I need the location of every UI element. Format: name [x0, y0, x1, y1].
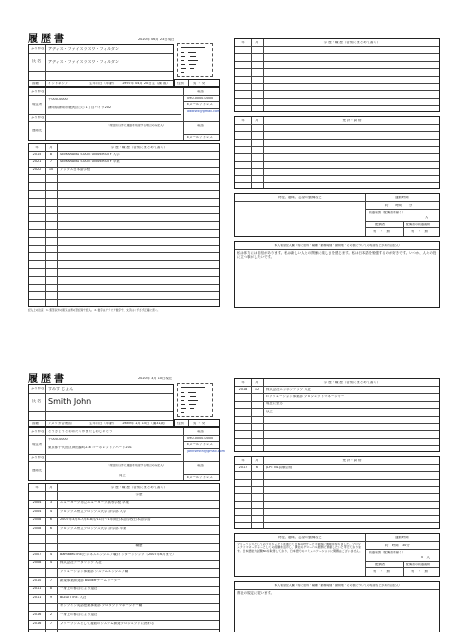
nationality-value: インドネシア — [48, 82, 69, 85]
birth-label: 生年月日（年齢） — [89, 422, 117, 425]
table-row — [29, 570, 219, 577]
commute-label: 通勤時間 — [395, 196, 409, 199]
table-row — [29, 561, 219, 568]
row-year: 2016 — [32, 612, 42, 616]
row-year: 2016 — [32, 621, 42, 625]
row-month: 4 — [49, 509, 53, 513]
spouse-support-value: 有 ・ 無 — [411, 570, 428, 573]
row-month: 7 — [49, 578, 53, 582]
row-desc: ニューヨーク市立ニューヨーク高等学校 卒業 — [60, 501, 129, 505]
birth-value: 1989年 1月 15日（満31歳） — [122, 422, 168, 425]
sex-value: 男 ・ 女 — [193, 82, 206, 85]
postal-code: 〒000-0000 — [48, 98, 68, 101]
table-row — [29, 493, 219, 500]
birth-label: 生年月日（年齢） — [89, 82, 117, 85]
commute-label: 通勤時間 — [395, 536, 409, 539]
photo-placeholder — [177, 383, 213, 417]
birth-value: 1997年 04月 20日生（満 歳） — [122, 82, 170, 85]
table-row — [235, 402, 439, 407]
row-desc: ブロンクス州立ブロンクス大学 評学部 卒業 — [60, 526, 127, 530]
personal-info-box — [28, 384, 174, 427]
row-month: 3 — [49, 501, 53, 505]
wishes-text: 私は体力には自信があります。私は新しい人との関係に楽しさを感じます。私は日本語を勉強するのが好きです。いつか、人々の役に立つ事がしたいです。 — [237, 251, 437, 260]
license-header-year: 年 — [241, 459, 245, 462]
table-row — [29, 518, 219, 525]
table-row — [29, 510, 219, 517]
row-desc: 現在に至る — [266, 402, 283, 406]
row-month: 6 — [49, 518, 53, 522]
row-desc: 新規事業開発部 Builderチームリーダー — [60, 578, 121, 582]
row-month: 8 — [49, 152, 53, 156]
license-header-month: 月 — [255, 459, 259, 462]
dependents-value: 0 人 — [421, 556, 430, 559]
furigana-label: ふりがな — [31, 387, 45, 390]
row-year: 2004 — [32, 509, 42, 513]
table-row — [235, 395, 439, 400]
tel-value: 090-0000-0000 — [187, 97, 214, 100]
history-table-continued — [234, 378, 440, 452]
table-row — [29, 553, 219, 560]
postal-code: 〒000-0000 — [48, 438, 68, 441]
dependents-value: 人 — [425, 216, 429, 219]
row-year: 2018 — [238, 387, 248, 391]
row-desc: ITソリューション事業部 プロジェクトマネージャー — [266, 394, 345, 398]
sex-box — [174, 419, 220, 427]
furigana-label: ふりがな — [31, 47, 45, 50]
address-box — [28, 87, 220, 141]
row-desc: Bamateu Inc(ビジネスエンジニア職)インターンシップ（2007年6月まで） — [60, 552, 176, 556]
address-label: 現住所 — [32, 443, 43, 446]
history-header-month: 月 — [49, 486, 53, 489]
row-desc: 株式会社ニッポンテック 入社 — [266, 387, 312, 391]
table-row — [29, 527, 219, 534]
furigana-value: アディス・ファイスラスワ・フィルダン — [48, 47, 119, 51]
row-desc: フリーランスとして複数のシステム開発プロジェクトに携わる — [60, 621, 155, 625]
motivation-label: 特技、趣味、志望の動機など — [277, 536, 323, 539]
page-title: 履歴書 — [28, 34, 67, 45]
license-header-month: 月 — [255, 119, 259, 122]
email-value[interactable]: addisfx@gmail.com — [187, 110, 221, 113]
dependents-label: 扶養家族（配偶者を除く） — [369, 211, 406, 214]
table-row — [29, 153, 219, 159]
name-value: Smith John — [48, 397, 92, 406]
contact-furigana-label: ふりがな — [31, 116, 45, 119]
contact-value: 同上 — [119, 474, 126, 477]
address-value: 東京都千代田区神田錦町2-6 コーポレットアパート201 — [48, 446, 132, 449]
name-value: アディス・ファイスラスワ・フィルダン — [48, 60, 119, 64]
footnote: 記入上の注意 1. 鉛筆以外の黒又は青の筆記具で記入。 2. 数字はアラビア数字で、文字はくずさず正確に書く。 — [28, 309, 160, 312]
license-header-year: 年 — [241, 119, 245, 122]
contact-email-label: Eメールアドレス — [187, 136, 213, 139]
row-year: 2011 — [32, 587, 42, 591]
address-value: 静岡県静岡市駿河区○○ 1丁目ハイツ202 — [48, 106, 112, 109]
motivation-text: フリーランスとしてのプロジェクトを通じて日本のITサービス業界に興味を持ちました。プロジェクトマネージャーとしての経験を活かし、貴社のグローバル展開に貢献したいと考えております。日本語能力試験N1を取得しており、日本語でのコミュニケーションに問題はございません。 — [237, 543, 363, 553]
sex-label: 性別 — [177, 82, 184, 85]
table-row — [29, 587, 219, 594]
history-header-year: 年 — [35, 486, 39, 489]
table-row — [29, 622, 219, 629]
table-row — [29, 501, 219, 508]
date-text: 2020年 06月 23日現在 — [138, 38, 175, 41]
table-row — [235, 388, 439, 393]
section-title: 学歴 — [135, 492, 143, 496]
page-title: 履歴書 — [28, 374, 67, 385]
row-month: 12 — [254, 387, 260, 391]
history-header-desc: 学 歴・職 歴（各別にまとめて書く） — [110, 146, 168, 149]
table-row — [29, 613, 219, 620]
address-label: 現住所 — [32, 103, 43, 106]
contact-label: 連絡先 — [32, 469, 43, 472]
wishes-label: 本人希望記入欄（特に給料・職種・勤務時間・勤務地・その他についての希望などがあれば記入） — [274, 584, 402, 587]
table-row — [235, 410, 439, 415]
row-year: 2017 — [238, 465, 248, 469]
history-table-continued — [234, 38, 440, 112]
spouse-support-label: 配偶者の扶養義務 — [406, 563, 431, 566]
right-header-month: 月 — [255, 381, 259, 384]
row-desc: JLPT N1試験合格 — [266, 465, 293, 469]
table-row — [235, 466, 439, 471]
date-text: 2020年 3月 10日現在 — [138, 377, 173, 380]
row-desc: ブロンクス州立ブロンクス大学 評学部 入学 — [60, 509, 127, 513]
contact-note: （現住所以外に連絡を希望する場合のみ記入） — [107, 464, 166, 467]
table-row — [29, 544, 219, 551]
row-month: 9 — [49, 595, 53, 599]
row-month: 7 — [49, 160, 53, 164]
history-header-year: 年 — [35, 146, 39, 149]
history-header-month: 月 — [49, 146, 53, 149]
row-year: 2011 — [32, 595, 42, 599]
address-furigana-label: ふりがな — [31, 430, 45, 433]
history-table — [28, 143, 220, 307]
row-desc: 一身上の都合により退社 — [60, 612, 98, 616]
row-desc: SEMARANG STATE UNIVERSITY 入学 — [60, 152, 120, 156]
nationality-value: アメリカ合衆国 — [48, 422, 72, 425]
row-desc: BIZGIT Inc. 入社 — [60, 595, 87, 599]
sex-box — [174, 79, 220, 87]
name-label: 氏 名 — [32, 59, 42, 63]
row-month: 6 — [49, 526, 53, 530]
email-label: Eメールアドレス — [187, 443, 213, 446]
table-row — [29, 160, 219, 166]
table-row — [29, 579, 219, 586]
address-furigana-label: ふりがな — [31, 90, 45, 93]
row-month: 6 — [255, 465, 259, 469]
address-box — [28, 427, 225, 481]
commute-value: 約 時間 30分 — [385, 544, 410, 547]
row-year: 2007 — [32, 552, 42, 556]
row-year: 2008 — [32, 518, 42, 522]
license-header-desc: 免 許・資 格 — [342, 119, 362, 122]
spouse-value: 有 ・ 無 — [373, 570, 390, 573]
row-desc: アップス日本語学校 — [60, 168, 91, 172]
license-table — [234, 116, 440, 189]
spouse-label: 配偶者 — [375, 223, 386, 226]
right-header-year: 年 — [241, 381, 245, 384]
nationality-label: 国籍 — [32, 422, 39, 425]
spouse-label: 配偶者 — [375, 563, 386, 566]
email-label: Eメールアドレス — [187, 103, 213, 106]
dependents-label: 扶養家族（配偶者を除く） — [369, 551, 406, 554]
row-desc: オンライン英語授業事業部 プロダクトマネージャー職 — [60, 604, 143, 608]
row-year: 2015 — [32, 152, 42, 156]
contact-label: 連絡先 — [32, 129, 43, 132]
motivation-box — [234, 193, 440, 237]
row-month: 2 — [49, 612, 53, 616]
spouse-value: 有 ・ 無 — [373, 230, 390, 233]
license-table — [234, 456, 440, 529]
row-desc: 株式会社データリンク 入社 — [60, 561, 102, 565]
row-month: 4 — [49, 552, 53, 556]
spouse-support-value: 有 ・ 無 — [411, 230, 428, 233]
tel-label: 電話 — [197, 430, 204, 433]
wishes-label: 本人希望記入欄（特に給料・職種・勤務時間・勤務地・その他についての希望などがあれば記入） — [274, 244, 402, 247]
row-month: 7 — [49, 621, 53, 625]
sex-value: 男 ・ 女 — [193, 422, 206, 425]
section-title: 職歴 — [135, 544, 143, 548]
email-value[interactable]: johnsmith@gmail.com — [187, 450, 225, 453]
license-header-desc: 免 許・資 格 — [342, 459, 362, 462]
tel-value: 090-0000-0000 — [187, 437, 214, 440]
row-year: 2008 — [32, 526, 42, 530]
table-row — [29, 604, 219, 611]
row-year: 2021 — [32, 160, 42, 164]
motivation-label: 特技、趣味、志望の動機など — [277, 196, 323, 199]
photo-placeholder — [177, 43, 213, 77]
row-month: 4 — [49, 561, 53, 565]
right-header-year: 年 — [241, 41, 245, 44]
contact-furigana-label: ふりがな — [31, 456, 45, 459]
right-header-desc: 学 歴・職 歴（各別にまとめて書く） — [323, 41, 381, 44]
row-year: 2004 — [32, 501, 42, 505]
personal-info-box — [28, 44, 174, 87]
resume-page-2 — [0, 316, 474, 632]
row-desc: 以上 — [266, 409, 273, 413]
address-furigana-value: とうきょうとおおたくかまたしおじゃとう — [48, 430, 113, 433]
row-desc: SEMARANG STATE UNIVERSITY 卒業 — [60, 160, 120, 164]
contact-tel-label: 電話 — [197, 464, 204, 467]
wishes-text: 貴社の規定に従います。 — [237, 591, 275, 595]
commute-value: 約 時間 分 — [385, 204, 413, 207]
wishes-box — [234, 581, 440, 632]
row-month: 10 — [48, 168, 54, 172]
contact-note: （現住所以外に連絡を希望する場合のみ記入） — [107, 124, 166, 127]
right-header-desc: 学 歴・職 歴（各別にまとめて書く） — [323, 381, 381, 384]
row-desc: 一身上の都合により退社 — [60, 587, 98, 591]
row-desc: ソリューション事業部 システムエンジニア職 — [60, 569, 129, 573]
nationality-label: 国籍 — [32, 82, 39, 85]
table-row — [29, 596, 219, 603]
table-row — [29, 168, 219, 174]
name-label: 氏 名 — [32, 399, 42, 403]
wishes-box — [234, 241, 440, 308]
tel-label: 電話 — [197, 90, 204, 93]
row-desc: 2007年3月4-7月4-8月/11月～1年間日本語学校日本語学習 — [60, 518, 151, 522]
right-header-month: 月 — [255, 41, 259, 44]
history-table — [28, 483, 220, 632]
row-year: 2010 — [32, 578, 42, 582]
row-year: 2008 — [32, 561, 42, 565]
sex-label: 性別 — [177, 422, 184, 425]
contact-email-label: Eメールアドレス — [187, 476, 213, 479]
row-year: 2022 — [32, 168, 42, 172]
furigana-value: すみす じょん — [48, 387, 74, 391]
row-month: 8 — [49, 587, 53, 591]
contact-tel-label: 電話 — [197, 124, 204, 127]
motivation-box — [234, 533, 440, 577]
history-header-desc: 学 歴・職 歴（各別にまとめて書く） — [110, 486, 168, 489]
spouse-support-label: 配偶者の扶養義務 — [406, 223, 431, 226]
